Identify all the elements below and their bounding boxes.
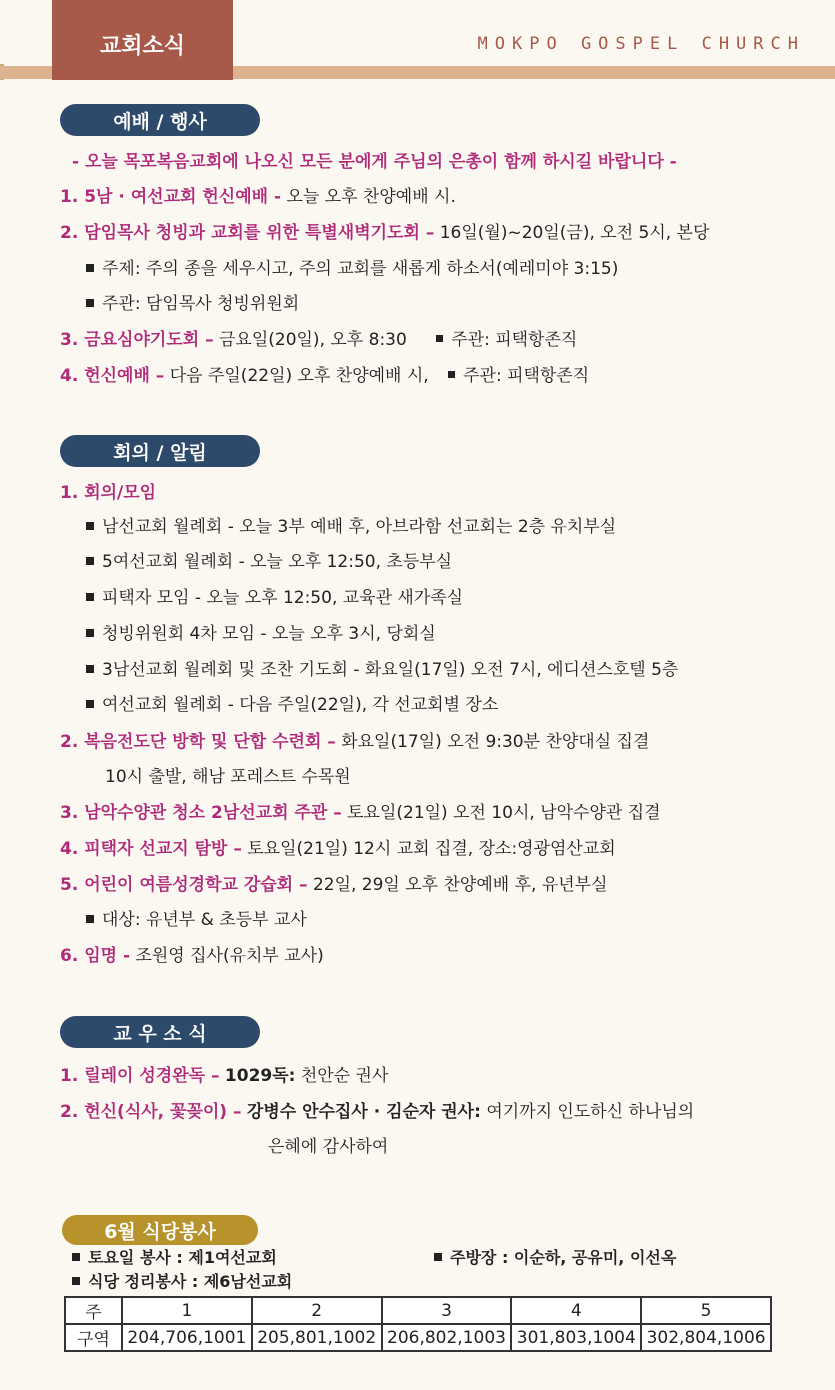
item-text: 다음 주일(22일) 오후 찬양예배 시, bbox=[169, 366, 429, 386]
item-head: 1. 릴레이 성경완독 – bbox=[60, 1066, 220, 1086]
bullet-icon bbox=[86, 915, 94, 923]
saturday-service-text: 토요일 봉사 : 제1여선교회 bbox=[88, 1248, 277, 1267]
members-item-2 bbox=[60, 1101, 694, 1123]
section-title-members: 교 우 소 식 bbox=[60, 1016, 260, 1048]
bullet-icon bbox=[448, 371, 455, 378]
item-head: 1. 회의/모임 bbox=[60, 483, 157, 503]
district-cell: 204,706,1001 bbox=[122, 1324, 252, 1351]
item-head: 2. 헌신(식사, 꽃꽂이) – bbox=[60, 1102, 242, 1122]
item-note: 주관: 피택항존직 bbox=[451, 330, 578, 350]
item-text: 조원영 집사(유치부 교사) bbox=[135, 946, 324, 966]
meetings-bullet-3 bbox=[86, 587, 463, 609]
district-cell: 302,804,1006 bbox=[641, 1324, 771, 1351]
header-tab: 교회소식 bbox=[52, 0, 233, 80]
bullet-icon bbox=[434, 1253, 442, 1261]
worship-item-2 bbox=[60, 222, 709, 244]
bullet-text: 남선교회 월례회 - 오늘 3부 예배 후, 아브라함 선교회는 2층 유치부실 bbox=[102, 517, 617, 537]
bullet-icon bbox=[86, 522, 94, 530]
table-row-districts bbox=[65, 1324, 771, 1351]
bullet-icon bbox=[86, 700, 94, 708]
item-text: 토요일(21일) 오전 10시, 남악수양관 집결 bbox=[347, 803, 661, 823]
week-cell: 3 bbox=[382, 1297, 512, 1324]
worship-item-2-bullet-1 bbox=[86, 258, 618, 280]
bullet-text: 여선교회 월례회 - 다음 주일(22일), 각 선교회별 장소 bbox=[102, 695, 499, 715]
members-item-1 bbox=[60, 1065, 388, 1087]
meetings-item-3 bbox=[60, 802, 661, 824]
item-text: 여기까지 인도하신 하나님의 bbox=[486, 1102, 695, 1122]
chef-info bbox=[434, 1247, 676, 1269]
greeting: - 오늘 목포복음교회에 나오신 모든 분에게 주님의 은총이 함께 하시길 바랍니다 - bbox=[72, 152, 677, 172]
week-cell: 1 bbox=[122, 1297, 252, 1324]
district-cell-highlighted: 206,802,1003 bbox=[382, 1324, 512, 1351]
bullet-icon bbox=[72, 1253, 80, 1261]
bullet-text: 청빙위원회 4차 모임 - 오늘 오후 3시, 당회실 bbox=[102, 624, 436, 644]
item-head: 3. 남악수양관 청소 2남선교회 주관 – bbox=[60, 803, 342, 823]
meetings-bullet-4 bbox=[86, 623, 436, 645]
bullet-text: 주제: 주의 종을 세우시고, 주의 교회를 새롭게 하소서(예레미야 3:15) bbox=[102, 259, 619, 279]
district-label-cell: 구역 bbox=[65, 1324, 122, 1351]
week-label-cell: 주 bbox=[65, 1297, 122, 1324]
district-cell: 301,803,1004 bbox=[511, 1324, 641, 1351]
worship-item-4 bbox=[60, 365, 589, 387]
table-row-weeks bbox=[65, 1297, 771, 1324]
bullet-text: 주관: 담임목사 청빙위원회 bbox=[102, 294, 300, 314]
meetings-bullet-6 bbox=[86, 694, 498, 716]
bullet-icon bbox=[86, 629, 94, 637]
meetings-bullet-1 bbox=[86, 516, 616, 538]
bullet-icon bbox=[86, 593, 94, 601]
week-cell: 5 bbox=[641, 1297, 771, 1324]
meetings-item-2 bbox=[60, 731, 649, 753]
meetings-item-5-bullet bbox=[86, 909, 307, 931]
item-text: 금요일(20일), 오후 8:30 bbox=[218, 330, 407, 350]
bullet-text: 5여선교회 월례회 - 오늘 오후 12:50, 초등부실 bbox=[102, 552, 453, 572]
item-head: 6. 임명 - bbox=[60, 946, 131, 966]
item-text: 16일(월)~20일(금), 오전 5시, 본당 bbox=[439, 223, 710, 243]
worship-item-2-bullet-2 bbox=[86, 293, 299, 315]
item-head: 2. 담임목사 청빙과 교회를 위한 특별새벽기도회 – bbox=[60, 223, 435, 243]
item-head: 3. 금요심야기도회 – bbox=[60, 330, 214, 350]
item-note: 주관: 피택항존직 bbox=[463, 366, 590, 386]
item-head: 4. 헌신예배 – bbox=[60, 366, 165, 386]
item-bold: 강병수 안수집사 · 김순자 권사: bbox=[246, 1102, 481, 1122]
cafeteria-roster-table bbox=[64, 1296, 772, 1352]
item-head: 5. 어린이 여름성경학교 강습회 – bbox=[60, 875, 308, 895]
meetings-bullet-2 bbox=[86, 551, 452, 573]
worship-item-3 bbox=[60, 329, 577, 351]
item-head: 1. 5남 · 여선교회 헌신예배 - bbox=[60, 187, 282, 207]
members-item-2-cont: 은혜에 감사하여 bbox=[268, 1137, 389, 1157]
bullet-icon bbox=[436, 335, 443, 342]
cleanup-text: 식당 정리봉사 : 제6남선교회 bbox=[88, 1272, 293, 1291]
week-cell: 4 bbox=[511, 1297, 641, 1324]
bullet-icon bbox=[86, 299, 94, 307]
section-title-meetings: 회의 / 알림 bbox=[60, 435, 260, 467]
bullet-icon bbox=[86, 665, 94, 673]
bullet-text: 피택자 모임 - 오늘 오후 12:50, 교육관 새가족실 bbox=[102, 588, 464, 608]
bullet-icon bbox=[86, 264, 94, 272]
item-text: 토요일(21일) 12시 교회 집결, 장소:영광염산교회 bbox=[247, 839, 616, 859]
week-cell: 2 bbox=[252, 1297, 382, 1324]
item-bold: 1029독: bbox=[224, 1066, 296, 1086]
meetings-item-6 bbox=[60, 945, 324, 967]
bullet-text: 대상: 유년부 & 초등부 교사 bbox=[102, 910, 307, 930]
section-title-cafeteria: 6월 식당봉사 bbox=[62, 1215, 258, 1245]
chef-text: 주방장 : 이순하, 공유미, 이선옥 bbox=[450, 1248, 677, 1267]
meetings-item-1 bbox=[60, 482, 156, 504]
item-text: 22일, 29일 오후 찬양예배 후, 유년부실 bbox=[312, 875, 608, 895]
item-head: 2. 복음전도단 방학 및 단합 수련회 – bbox=[60, 732, 336, 752]
item-text: 화요일(17일) 오전 9:30분 찬양대실 집결 bbox=[341, 732, 650, 752]
bullet-icon bbox=[72, 1277, 80, 1285]
worship-item-1 bbox=[60, 186, 456, 208]
bullet-text: 3남선교회 월례회 및 조찬 기도회 - 화요일(17일) 오전 7시, 에디션스호텔 5층 bbox=[102, 660, 679, 680]
meetings-item-4 bbox=[60, 838, 616, 860]
meetings-bullet-5 bbox=[86, 659, 678, 681]
item-text: 오늘 오후 찬양예배 시. bbox=[286, 187, 456, 207]
saturday-service bbox=[72, 1247, 277, 1269]
district-cell: 205,801,1002 bbox=[252, 1324, 382, 1351]
meetings-item-5 bbox=[60, 874, 608, 896]
item-head: 4. 피택자 선교지 탐방 – bbox=[60, 839, 242, 859]
item-text: 천안순 권사 bbox=[300, 1066, 389, 1086]
cleanup-service bbox=[72, 1271, 292, 1293]
church-name: MOKPO GOSPEL CHURCH bbox=[477, 34, 805, 54]
meetings-item-2-cont: 10시 출발, 해남 포레스트 수목원 bbox=[105, 767, 351, 787]
section-title-worship: 예배 / 행사 bbox=[60, 104, 260, 136]
bullet-icon bbox=[86, 557, 94, 565]
